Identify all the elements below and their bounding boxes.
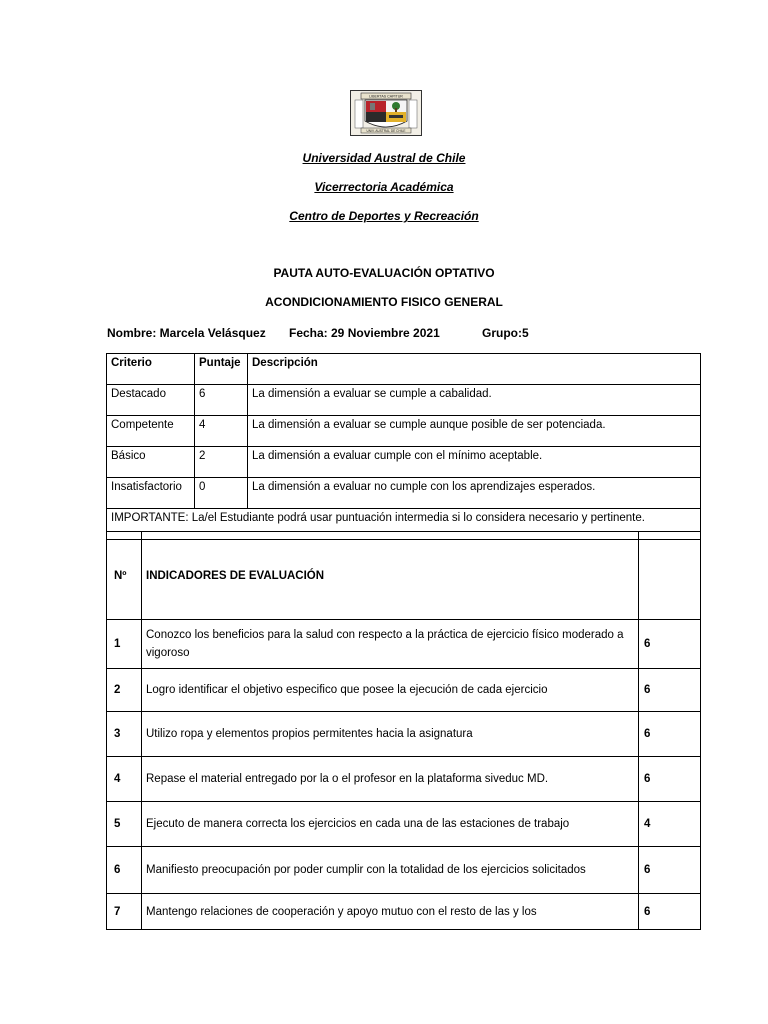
indicators-header-score — [639, 532, 701, 620]
indicator-number: 6 — [107, 847, 142, 894]
table-row — [107, 385, 701, 416]
indicators-table — [106, 531, 701, 930]
table-row — [107, 447, 701, 478]
indicators-header-row — [107, 532, 701, 620]
vicerrectoria-name: Vicerrectoria Académica — [314, 180, 454, 194]
table-row — [107, 669, 701, 712]
importante-note: IMPORTANTE: La/el Estudiante podrá usar puntuación intermedia si lo considera necesario y pertinente. — [107, 509, 701, 540]
indicator-score: 6 — [639, 847, 701, 894]
criteria-header-puntaje: Puntaje — [195, 354, 248, 385]
table-row — [107, 847, 701, 894]
indicator-text: Repase el material entregado por la o el profesor en la plataforma siveduc MD. — [142, 757, 639, 802]
indicator-number: 2 — [107, 669, 142, 712]
indicator-text: Utilizo ropa y elementos propios permitentes hacia la asignatura — [142, 712, 639, 757]
indicator-text: Manifiesto preocupación por poder cumplir con la totalidad de los ejercicios solicitados — [142, 847, 639, 894]
puntaje-cell: 2 — [195, 447, 248, 478]
indicators-header-label: INDICADORES DE EVALUACIÓN — [142, 532, 639, 620]
table-row — [107, 712, 701, 757]
crest-ribbon-text: LIBERTAS CAPITUR — [369, 94, 403, 99]
course-title: ACONDICIONAMIENTO FISICO GENERAL — [265, 295, 503, 309]
university-crest-logo — [350, 90, 422, 136]
indicator-number: 4 — [107, 757, 142, 802]
table-row — [107, 416, 701, 447]
puntaje-cell: 0 — [195, 478, 248, 509]
crest-icon — [351, 91, 421, 135]
descripcion-cell: La dimensión a evaluar se cumple aunque posible de ser potenciada. — [248, 416, 701, 447]
table-row — [107, 894, 701, 930]
criterio-cell: Destacado — [107, 385, 195, 416]
indicator-score: 6 — [639, 757, 701, 802]
indicator-text: Conozco los beneficios para la salud con respecto a la práctica de ejercicio físico moderado a vigoroso — [142, 620, 639, 669]
indicator-score: 6 — [639, 620, 701, 669]
indicator-number: 1 — [107, 620, 142, 669]
descripcion-cell: La dimensión a evaluar cumple con el mínimo aceptable. — [248, 447, 701, 478]
criteria-header-descripcion: Descripción — [248, 354, 701, 385]
descripcion-cell: La dimensión a evaluar no cumple con los aprendizajes esperados. — [248, 478, 701, 509]
evaluation-date: Fecha: 29 Noviembre 2021 — [289, 326, 440, 340]
student-name: Nombre: Marcela Velásquez — [107, 326, 266, 340]
group-number: Grupo:5 — [482, 326, 529, 340]
indicator-score: 6 — [639, 669, 701, 712]
criterio-cell: Insatisfactorio — [107, 478, 195, 509]
indicator-score: 6 — [639, 712, 701, 757]
criteria-header-criterio: Criterio — [107, 354, 195, 385]
centro-name: Centro de Deportes y Recreación — [289, 209, 479, 223]
document-title: PAUTA AUTO-EVALUACIÓN OPTATIVO — [273, 266, 495, 280]
indicator-score: 4 — [639, 802, 701, 847]
criteria-header-row — [107, 354, 701, 385]
crest-base-text: UNIV. AUSTRAL DE CHILE — [366, 129, 406, 133]
puntaje-cell: 4 — [195, 416, 248, 447]
indicator-text: Ejecuto de manera correcta los ejercicios en cada una de las estaciones de trabajo — [142, 802, 639, 847]
indicator-number: 7 — [107, 894, 142, 930]
indicator-text: Logro identificar el objetivo especifico que posee la ejecución de cada ejercicio — [142, 669, 639, 712]
descripcion-cell: La dimensión a evaluar se cumple a cabalidad. — [248, 385, 701, 416]
puntaje-cell: 6 — [195, 385, 248, 416]
criteria-table — [106, 353, 701, 540]
indicator-number: 5 — [107, 802, 142, 847]
table-row — [107, 757, 701, 802]
criterio-cell: Básico — [107, 447, 195, 478]
table-row — [107, 620, 701, 669]
table-row — [107, 478, 701, 509]
table-row — [107, 802, 701, 847]
indicator-score: 6 — [639, 894, 701, 930]
indicators-header-num: Nº — [107, 532, 142, 620]
indicator-text: Mantengo relaciones de cooperación y apoyo mutuo con el resto de las y los — [142, 894, 639, 930]
indicator-number: 3 — [107, 712, 142, 757]
criterio-cell: Competente — [107, 416, 195, 447]
university-name: Universidad Austral de Chile — [302, 151, 466, 165]
